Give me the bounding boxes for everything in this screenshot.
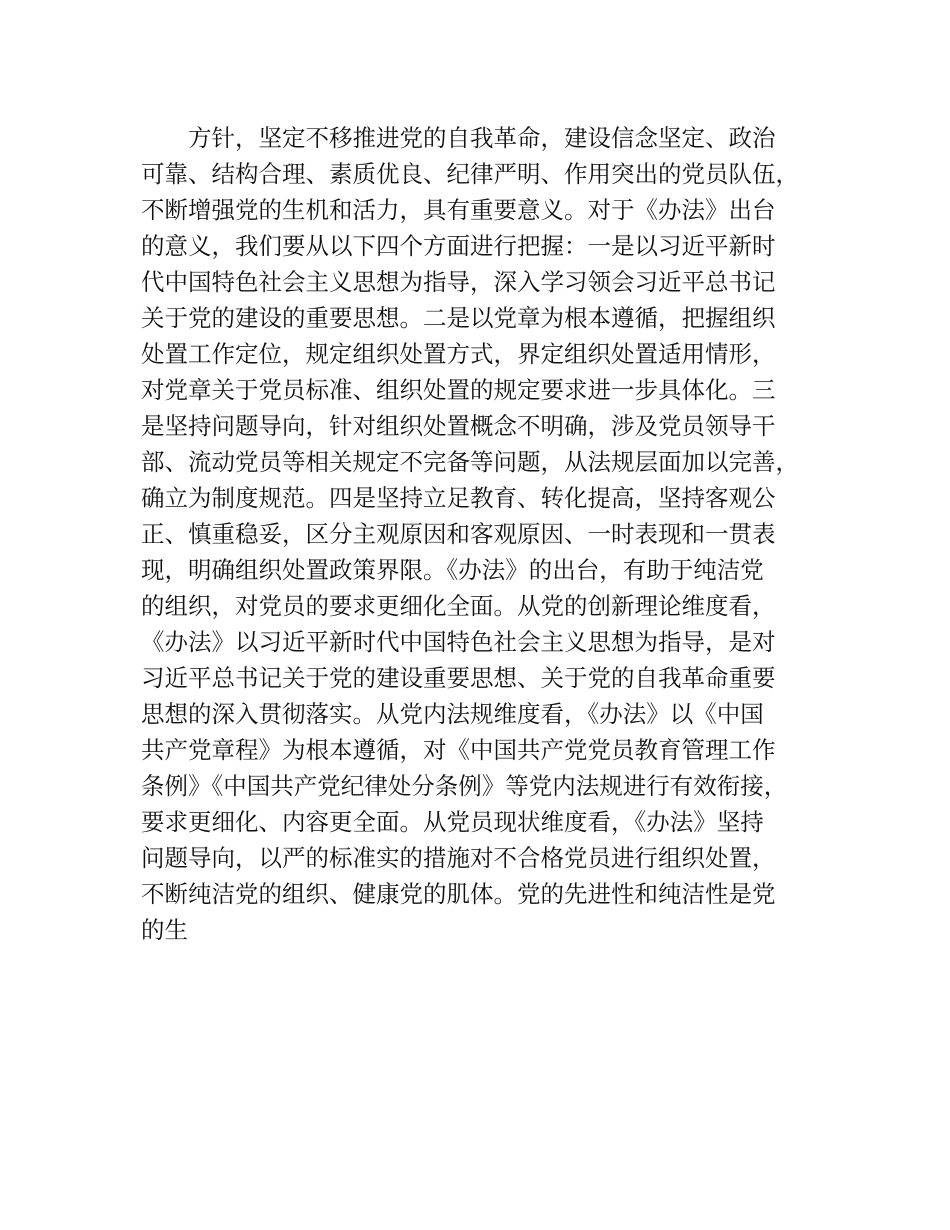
text-line: 部、流动党员等相关规定不完备等问题，从法规层面加以完善， (141, 448, 799, 476)
text-line: 是坚持问题导向，针对组织处置概念不明确，涉及党员领导干 (141, 412, 776, 440)
text-line: 关于党的建设的重要思想。二是以党章为根本遵循，把握组织 (141, 304, 776, 332)
text-line: 共产党章程》为根本遵循，对《中国共产党党员教育管理工作 (141, 736, 776, 764)
text-line: 《办法》以习近平新时代中国特色社会主义思想为指导，是对 (141, 628, 776, 656)
text-line: 的组织，对党员的要求更细化全面。从党的创新理论维度看， (141, 592, 776, 620)
text-line: 处置工作定位，规定组织处置方式，界定组织处置适用情形， (141, 340, 776, 368)
text-line: 现，明确组织处置政策界限。《办法》的出台，有助于纯洁党 (141, 556, 764, 584)
text-line: 可靠、结构合理、素质优良、纪律严明、作用突出的党员队伍， (141, 160, 799, 188)
text-line: 的生 (141, 916, 188, 944)
body-paragraph (141, 120, 841, 948)
text-line: 不断纯洁党的组织、健康党的肌体。党的先进性和纯洁性是党 (141, 880, 776, 908)
text-line: 不断增强党的生机和活力，具有重要意义。对于《办法》出台 (141, 196, 776, 224)
text-line: 正、慎重稳妥，区分主观原因和客观原因、一时表现和一贯表 (141, 520, 776, 548)
text-line: 方针，坚定不移推进党的自我革命，建设信念坚定、政治 (141, 124, 776, 152)
text-line: 要求更细化、内容更全面。从党员现状维度看，《办法》坚持 (141, 808, 764, 836)
text-line: 习近平总书记关于党的建设重要思想、关于党的自我革命重要 (141, 664, 776, 692)
text-line: 对党章关于党员标准、组织处置的规定要求进一步具体化。三 (141, 376, 776, 404)
text-line: 问题导向，以严的标准实的措施对不合格党员进行组织处置， (141, 844, 776, 872)
text-line: 的意义，我们要从以下四个方面进行把握：一是以习近平新时 (141, 232, 776, 260)
text-line: 确立为制度规范。四是坚持立足教育、转化提高，坚持客观公 (141, 484, 776, 512)
text-line: 代中国特色社会主义思想为指导，深入学习领会习近平总书记 (141, 268, 776, 296)
text-line: 条例》《中国共产党纪律处分条例》等党内法规进行有效衔接， (141, 772, 788, 800)
text-line: 思想的深入贯彻落实。从党内法规维度看，《办法》以《中国 (141, 700, 764, 728)
